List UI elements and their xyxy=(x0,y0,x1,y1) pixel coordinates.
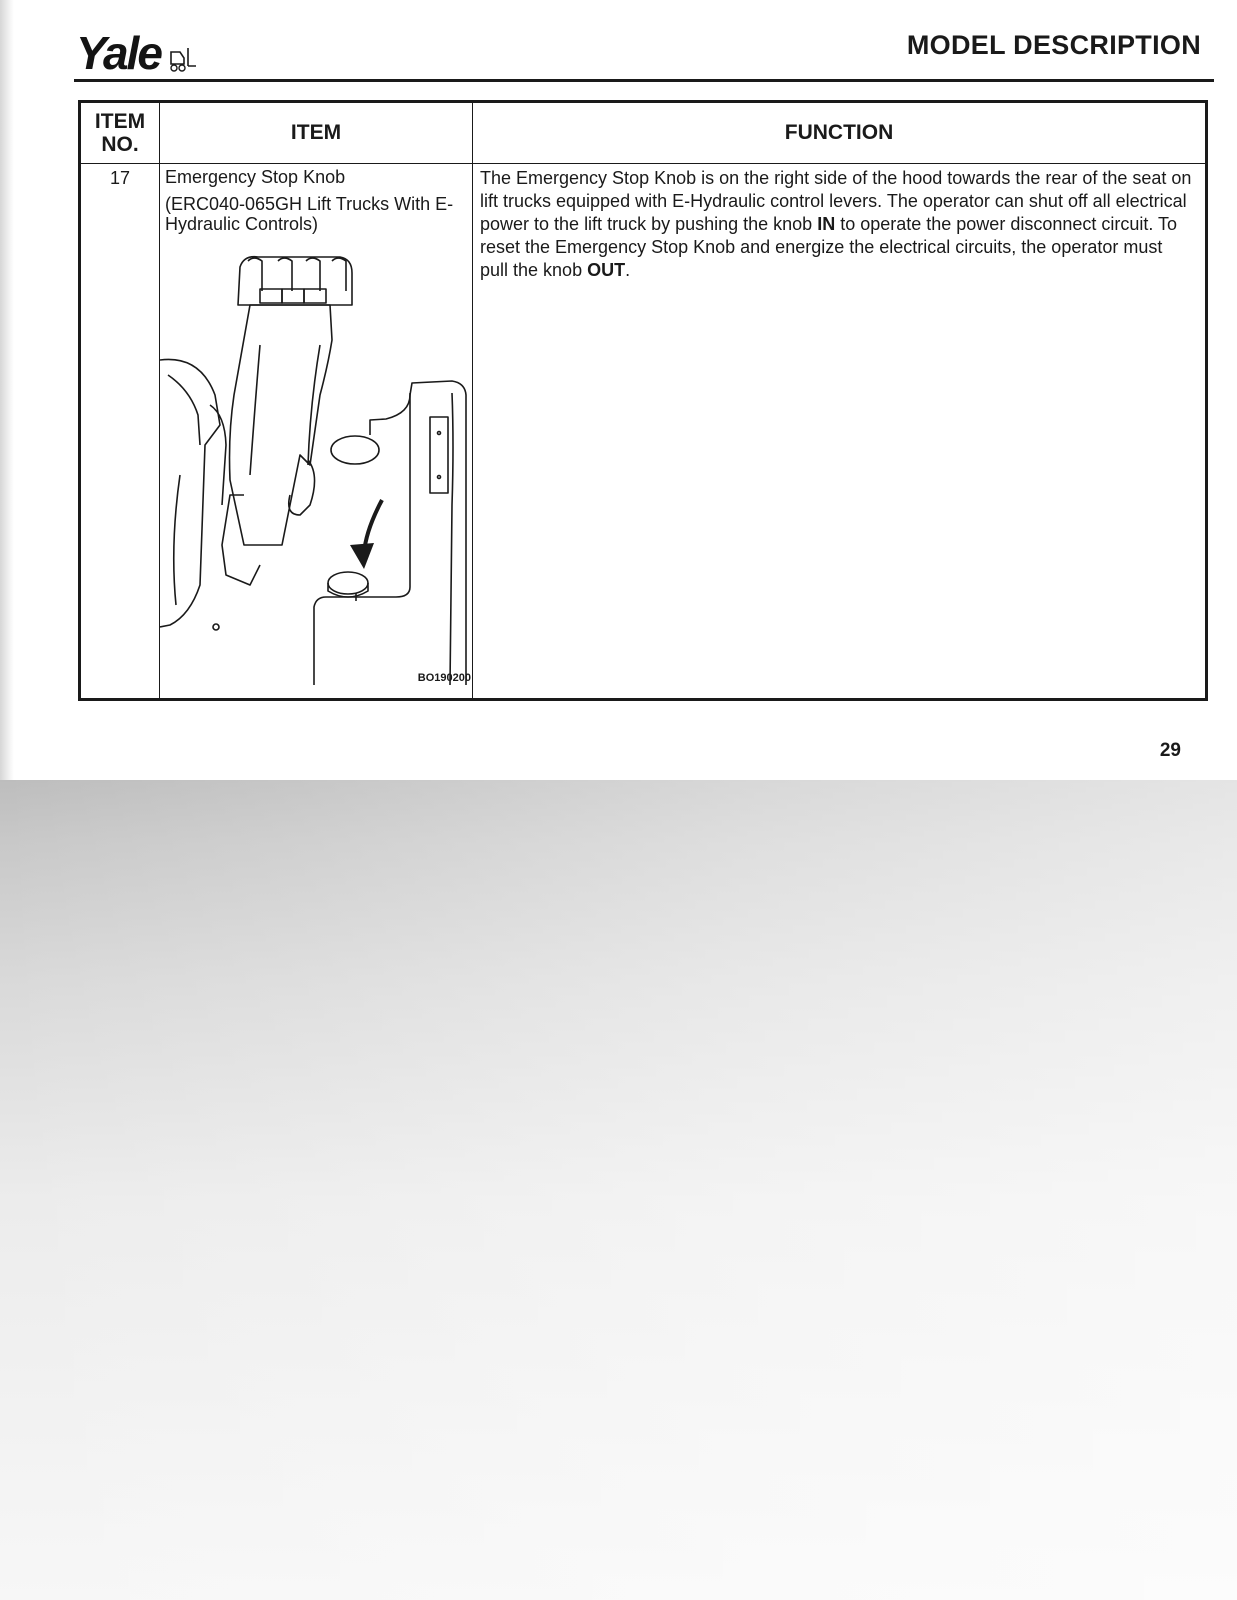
function-keyword-in: IN xyxy=(817,214,836,235)
table-header-row xyxy=(80,102,1207,164)
function-text-2: to operate the power disconnect circuit. To reset the Emergency Stop Knob and energize the electrical circuits, the operator must pull the knob xyxy=(480,214,1178,281)
function-text-3: . xyxy=(625,260,631,281)
function-keyword-out: OUT xyxy=(587,260,626,281)
table-row xyxy=(80,164,1207,700)
column-header-item-no: ITEM NO. xyxy=(80,102,160,164)
model-description-table xyxy=(78,100,1208,701)
page-number: 29 xyxy=(1159,740,1181,761)
item-name: Emergency Stop Knob xyxy=(165,167,346,187)
scanner-background xyxy=(0,780,1237,1600)
emergency-stop-knob-illustration xyxy=(160,245,473,687)
column-header-item: ITEM xyxy=(160,102,473,164)
header-rule xyxy=(74,79,1214,82)
emergency-stop-illustration-drawing xyxy=(160,245,473,687)
item-number: 17 xyxy=(80,164,160,700)
figure-code: BO190200 xyxy=(417,672,471,685)
forklift-icon xyxy=(168,44,198,74)
function-text-1: The Emergency Stop Knob is on the right side of the hood towards the rear of the seat on lift trucks equipped with E-Hydraulic control levers. The operator can shut off all electrical power to the lift truck by pushing the knob xyxy=(480,168,1192,235)
item-models: (ERC040-065GH Lift Trucks With E-Hydraulic Controls) xyxy=(165,193,454,235)
column-header-function: FUNCTION xyxy=(473,102,1207,164)
scanner-lightening xyxy=(0,780,1237,1600)
page-title: MODEL DESCRIPTION xyxy=(906,30,1201,60)
yale-logo: Yale xyxy=(76,27,161,79)
binding-shadow xyxy=(0,0,14,800)
item-cell xyxy=(160,164,473,700)
function-description xyxy=(473,164,1207,700)
